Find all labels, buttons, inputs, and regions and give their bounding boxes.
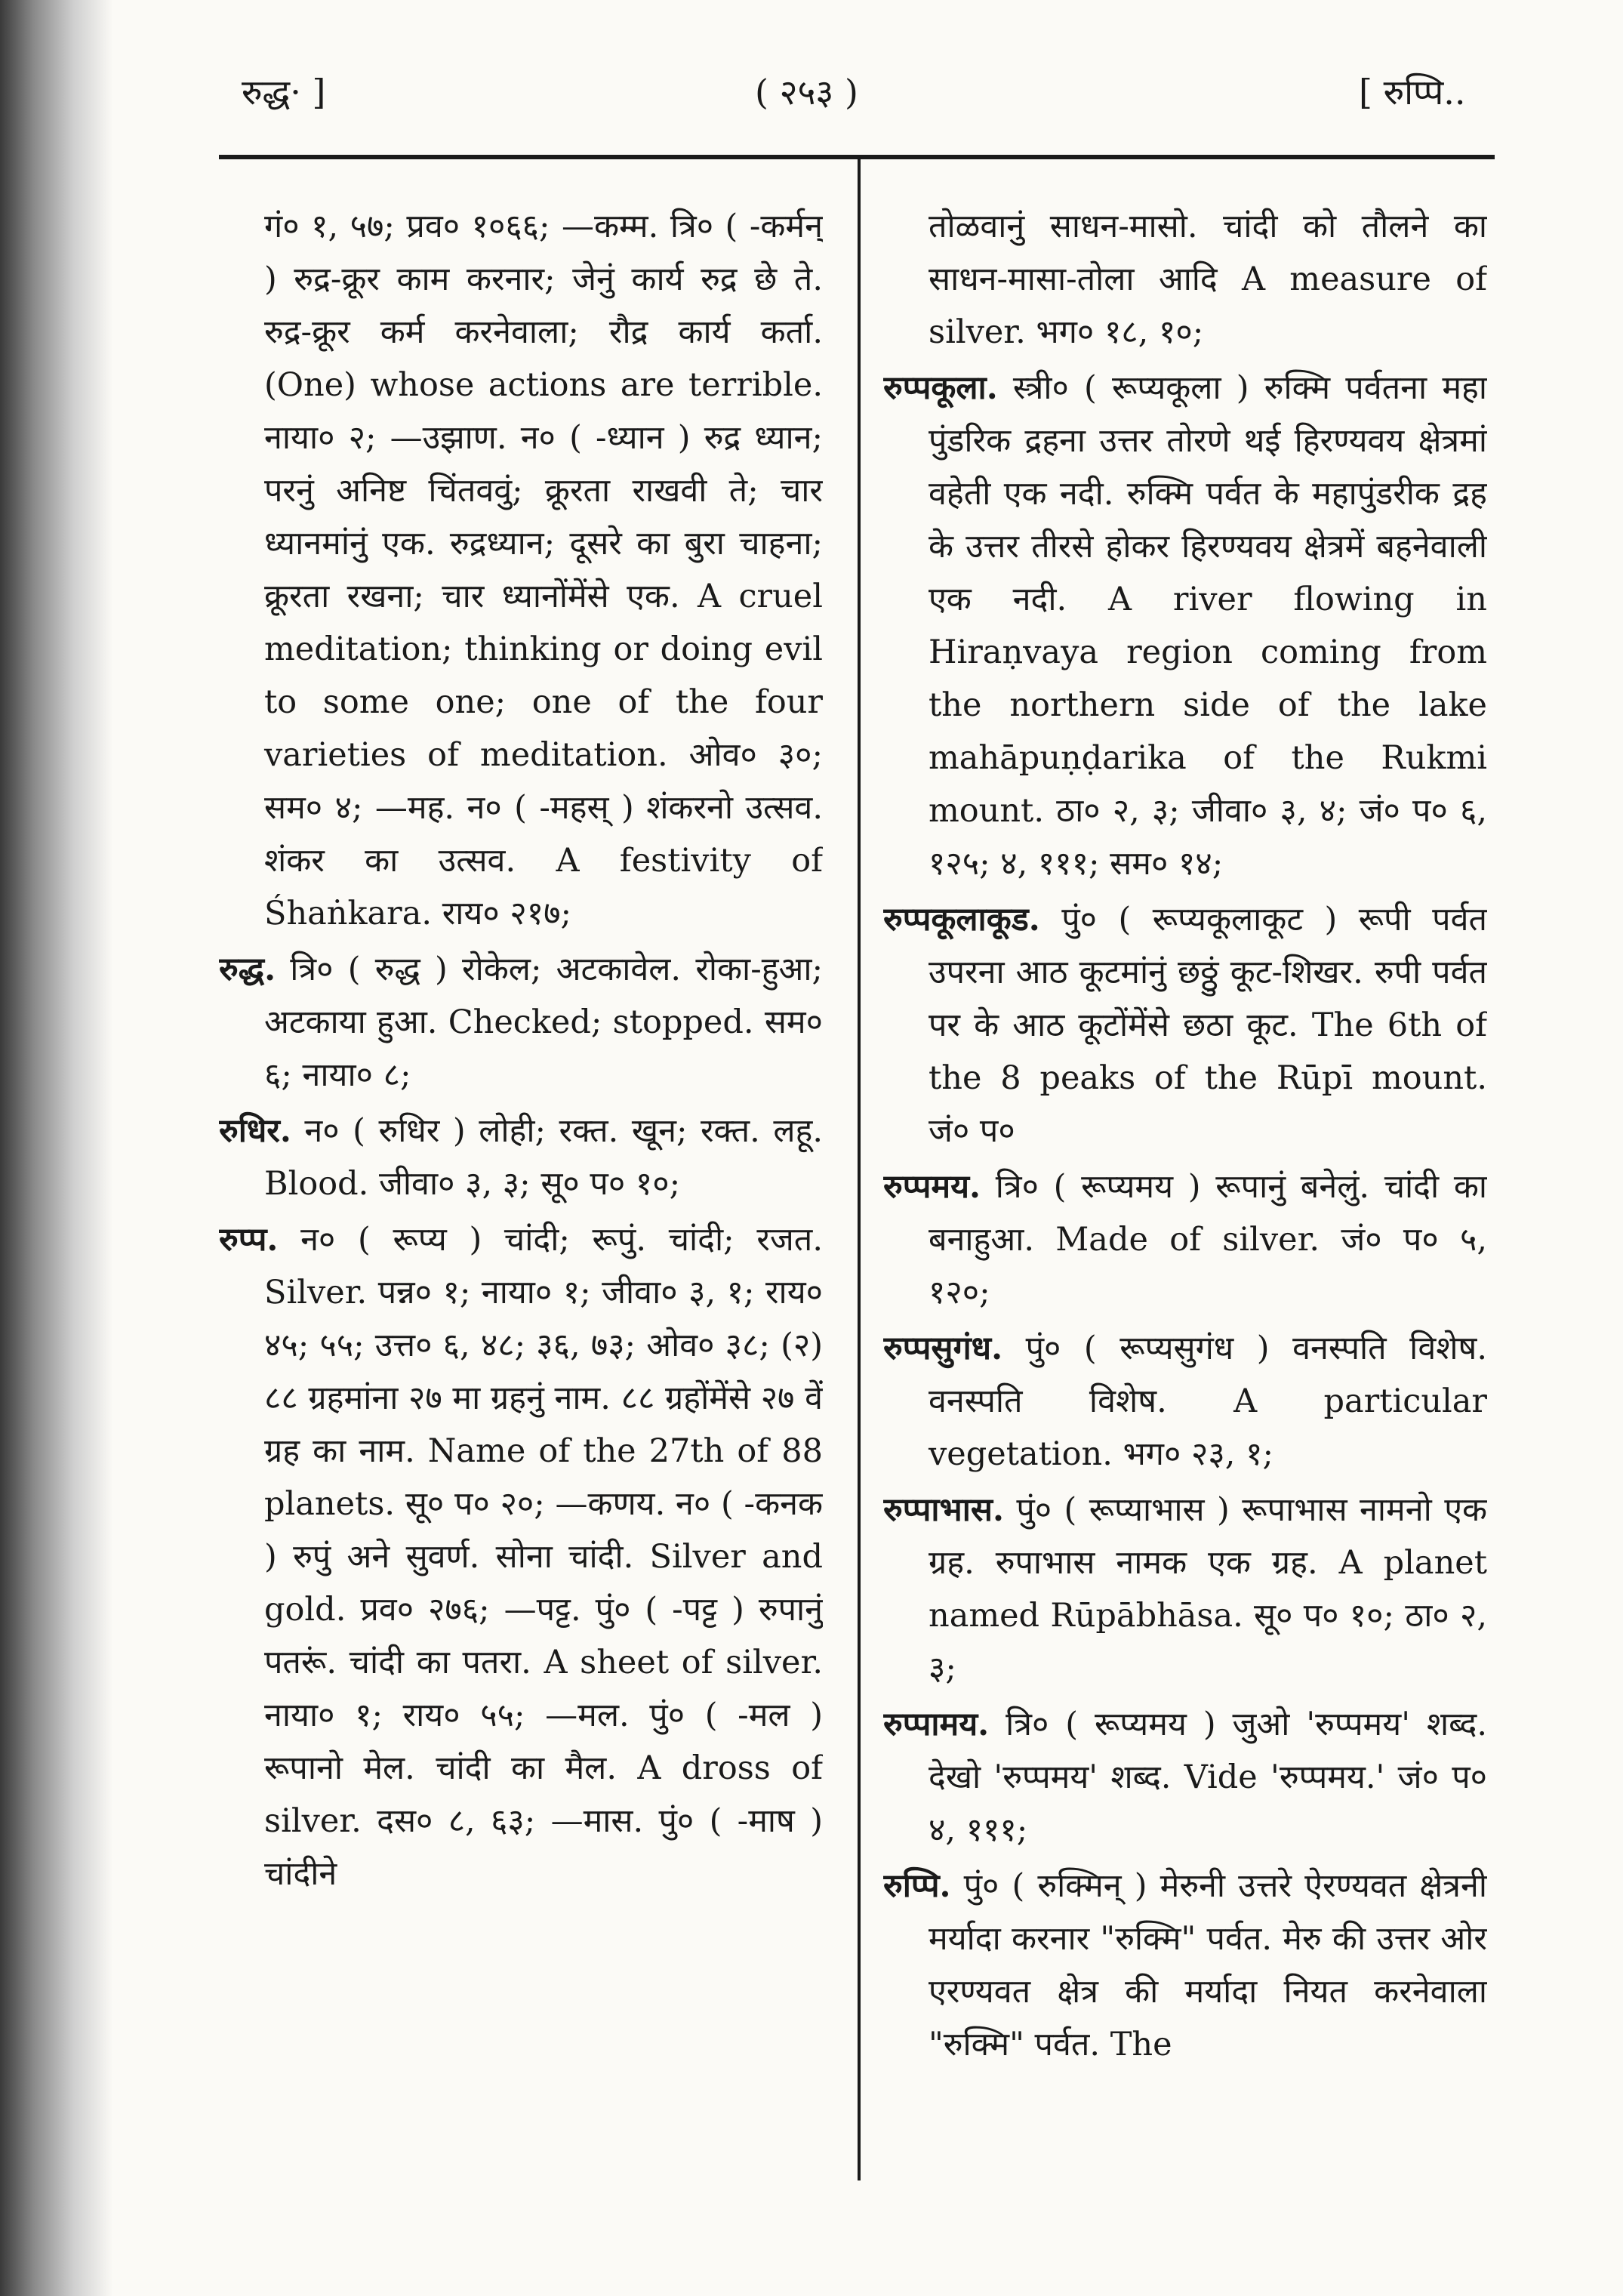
entry-definition: पुं० ( रूप्यसुगंध ) वनस्पति विशेष. वनस्पति विशेष. A particular vegetation. भग० २३, १; — [929, 1330, 1487, 1473]
entry-headword: रुप्पि. — [883, 1867, 951, 1905]
entry-definition: पुं० ( रूप्यकूलाकूट ) रूपी पर्वत उपरना आठ कूटमांनुं छठ्ठुं कूट-शिखर. रुपी पर्वत पर के आठ कूटोंमेंसे छठा कूट. The 6th of the 8 peaks of the Rūpī mount. जं० प० — [929, 901, 1487, 1150]
entry-headword: रुप्पमय. — [883, 1168, 981, 1206]
entry-definition: त्रि० ( रूप्यमय ) रूपानुं बनेलुं. चांदी का बनाहुआ. Made of silver. जं० प० ५, १२०; — [929, 1168, 1487, 1311]
dictionary-entry — [219, 200, 823, 940]
dictionary-entry — [883, 1160, 1487, 1319]
entry-definition: न० ( रूप्य ) चांदी; रूपुं. चांदी; रजत. Silver. पन्न० १; नाया० १; जीवा० ३, १; राय० ४५; ५५; उत्त० ६, ४८; ३६, ७३; ओव० ३८; (२) ८८ ग्रहमांना २७ मा ग्रहनुं नाम. ८८ ग्रहोंमेंसे २७ वें ग्रह का नाम. Name of the 27th of 88 planets. सू० प० २०; —कणय. न० ( -कनक ) रुपुं अने सुवर्ण. सोना चांदी. Silver and gold. प्रव० २७६; —पट्ट. पुं० ( -पट्ट ) रुपानुं पतरूं. चांदी का पतरा. A sheet of silver. नाया० १; राय० ५५; —मल. पुं० ( -मल ) रूपानो मेल. चांदी का मैल. A dross of silver. दस० ८, ६३; —मास. पुं० ( -माष ) चांदीने — [264, 1221, 823, 1893]
entry-headword: रुप्पकूलाकूड. — [883, 901, 1040, 938]
dictionary-entry — [219, 1213, 823, 1900]
dictionary-entry — [883, 1322, 1487, 1481]
entry-headword: रुप्पामय. — [883, 1706, 990, 1743]
header-rule — [219, 155, 1495, 159]
entry-definition: त्रि० ( रूप्यमय ) जुओ 'रुप्पमय' शब्द. देखो 'रुप्पमय' शब्द. Vide 'रुप्पमय.' जं० प० ४, १११; — [929, 1706, 1487, 1849]
dictionary-entry — [883, 1860, 1487, 2071]
entry-headword: रुप्प. — [219, 1221, 279, 1259]
entry-definition: पुं० ( रूप्याभास ) रूपाभास नामनो एक ग्रह. रुपाभास नामक एक ग्रह. A planet named Rūpābhāsa. सू० प० १०; ठा० २, ३; — [929, 1491, 1487, 1687]
entry-headword: रुद्ध. — [219, 951, 276, 988]
running-head-right: [ रुप्पि.. — [1359, 72, 1466, 112]
dictionary-entry — [219, 1105, 823, 1210]
entry-definition: त्रि० ( रुद्ध ) रोकेल; अटकावेल. रोका-हुआ; अटकाया हुआ. Checked; stopped. सम० ६; नाया० ८; — [264, 951, 823, 1094]
entry-definition: गं० १, ५७; प्रव० १०६६; —कम्म. त्रि० ( -कर्मन् ) रुद्र-क्रूर काम करनार; जेनुं कार्य रुद्र छे ते. रुद्र-क्रूर कर्म करनेवाला; रौद्र कार्य कर्ता. (One) whose actions are terrible. नाया० २; —उझाण. न० ( -ध्यान ) रुद्र ध्यान; परनुं अनिष्ट चिंतववुं; क्रूरता राखवी ते; चार ध्यानमांनुं एक. रुद्रध्यान; दूसरे का बुरा चाहना; क्रूरता रखना; चार ध्यानोंमेंसे एक. A cruel meditation; thinking or doing evil to some one; one of the four varieties of meditation. ओव० ३०; सम० ४; —मह. न० ( -महस् ) शंकरनो उत्सव. शंकर का उत्सव. A festivity of Śhaṅkara. राय० २१७; — [264, 208, 823, 932]
entry-headword: रुधिर. — [219, 1112, 291, 1150]
dictionary-entry — [219, 943, 823, 1102]
right-column — [883, 200, 1487, 2178]
left-column — [219, 200, 823, 2178]
entry-headword: रुप्पाभास. — [883, 1491, 1004, 1529]
entry-definition: न० ( रुधिर ) लोही; रक्त. खून; रक्त. लहू. Blood. जीवा० ३, ३; सू० प० १०; — [264, 1112, 823, 1203]
entry-definition: स्त्री० ( रूप्यकूला ) रुक्मि पर्वतना महा पुंडरिक द्रहना उत्तर तोरणे थई हिरण्यवय क्षेत्रमां वहेती एक नदी. रुक्मि पर्वत के महापुंडरीक द्रह के उत्तर तीरसे होकर हिरण्यवय क्षेत्रमें बहनेवाली एक नदी. A river flowing in Hiraṇvaya region coming from the northern side of the lake mahāpuṇḍarika of the Rukmi mount. ठा० २, ३; जीवा० ३, ४; जं० प० ६, १२५; ४, १११; सम० १४; — [929, 369, 1487, 883]
column-divider — [858, 157, 861, 2180]
page-number: ( २५३ ) — [755, 72, 858, 112]
dictionary-entry — [883, 200, 1487, 359]
page-binding-shadow — [0, 0, 113, 2296]
entry-headword: रुप्पकूला. — [883, 369, 998, 407]
dictionary-entry — [883, 1698, 1487, 1857]
entry-definition: पुं० ( रुक्मिन् ) मेरुनी उत्तरे ऐरण्यवत क्षेत्रनी मर्यादा करनार "रुक्मि" पर्वत. मेरु की उत्तर ओर एरण्यवत क्षेत्र की मर्यादा नियत करनेवाला "रुक्मि" पर्वत. The — [929, 1867, 1487, 2063]
entry-definition: तोळवानुं साधन-मासो. चांदी को तौलने का साधन-मासा-तोला आदि A measure of silver. भग० १८, १०; — [929, 208, 1487, 351]
dictionary-entry — [883, 362, 1487, 890]
running-head-left: रुद्ध· ] — [242, 72, 326, 112]
dictionary-entry — [883, 1484, 1487, 1695]
dictionary-entry — [883, 893, 1487, 1157]
entry-headword: रुप्पसुगंध. — [883, 1330, 1003, 1367]
